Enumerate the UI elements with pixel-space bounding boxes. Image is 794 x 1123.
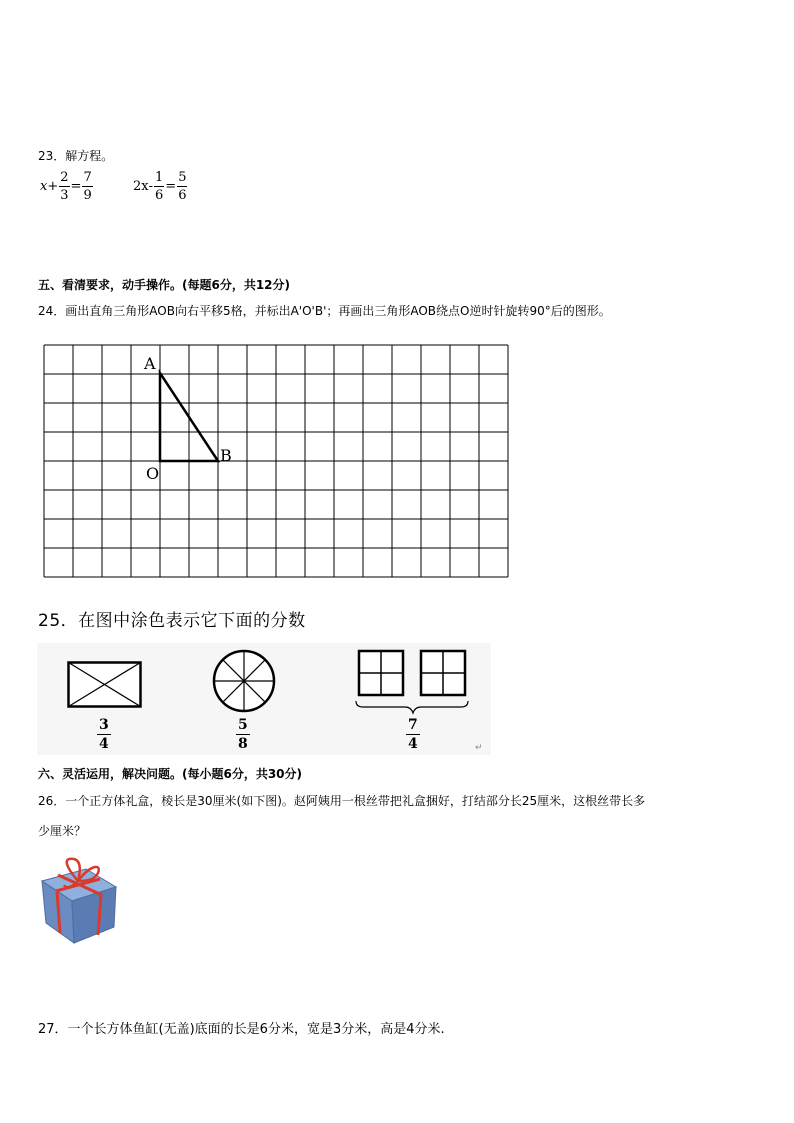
gift-box-icon (38, 853, 120, 945)
question-25-text: 25．在图中涂色表示它下面的分数 (38, 611, 306, 631)
eq1-frac-denominator: 3 (60, 188, 69, 203)
question-23-label: 23．解方程。 (38, 149, 114, 163)
return-mark-icon: ↵ (475, 743, 483, 753)
section-5-heading: 五、看清要求，动手操作。(每题6分，共12分) (38, 278, 291, 292)
eq1-variable: x (40, 179, 48, 194)
fraction-1-numerator: 3 (99, 717, 109, 733)
eq1-rhs-fraction (82, 170, 92, 203)
fraction-2-denominator: 8 (238, 736, 248, 752)
fraction-3-numerator: 7 (408, 717, 418, 733)
eq2-equals: = (165, 179, 177, 194)
fraction-2-numerator: 5 (238, 717, 248, 733)
fraction-five-eighths (236, 717, 250, 752)
two-squares-figure (353, 649, 471, 717)
eq2-fraction (154, 170, 164, 203)
eq2-frac-denominator: 6 (155, 188, 164, 203)
point-o-label: O (146, 464, 160, 483)
eq1-rhs-numerator: 7 (83, 170, 92, 185)
equation-1 (40, 170, 94, 203)
eq1-equals: = (70, 179, 82, 194)
fraction-seven-quarters (406, 717, 420, 752)
question-27-text: 27．一个长方体鱼缸(无盖)底面的长是6分米，宽是3分米，高是4分米. (38, 1022, 445, 1037)
eq1-fraction (59, 170, 69, 203)
fraction-figures-panel (37, 643, 491, 755)
question-24-text: 24．画出直角三角形AOB向右平移5格，并标出A'O'B'；再画出三角形AOB绕点O逆时针旋转90°后的图形。 (38, 304, 611, 318)
eq1-rhs-denominator: 9 (83, 188, 92, 203)
eq2-frac-numerator: 1 (155, 170, 164, 185)
eq2-rhs-denominator: 6 (178, 188, 187, 203)
fraction-3-denominator: 4 (408, 736, 418, 752)
point-a-label: A (144, 354, 156, 373)
eq1-frac-numerator: 2 (60, 170, 69, 185)
eq1-operator: + (47, 179, 59, 194)
eq2-rhs-fraction (177, 170, 187, 203)
question-26-line-1: 26．一个正方体礼盒，棱长是30厘米(如下图)。赵阿姨用一根丝带把礼盒捆好，打结部分长25厘米，这根丝带长多 (38, 794, 646, 808)
triangle-grid (40, 343, 510, 579)
eq2-rhs-numerator: 5 (178, 170, 187, 185)
circle-eighths-figure (211, 648, 277, 714)
rectangle-diagonals-figure (67, 661, 143, 709)
equation-2 (133, 170, 188, 203)
eq2-operator: - (148, 179, 154, 194)
question-26-line-2: 少厘米？ (38, 824, 87, 838)
grid-lines (44, 345, 508, 577)
section-6-heading: 六、灵活运用，解决问题。(每小题6分，共30分) (38, 767, 303, 781)
eq2-coefficient-variable: 2x (133, 179, 149, 194)
fraction-three-quarters (97, 717, 111, 752)
point-b-label: B (220, 446, 232, 465)
fraction-1-denominator: 4 (99, 736, 109, 752)
